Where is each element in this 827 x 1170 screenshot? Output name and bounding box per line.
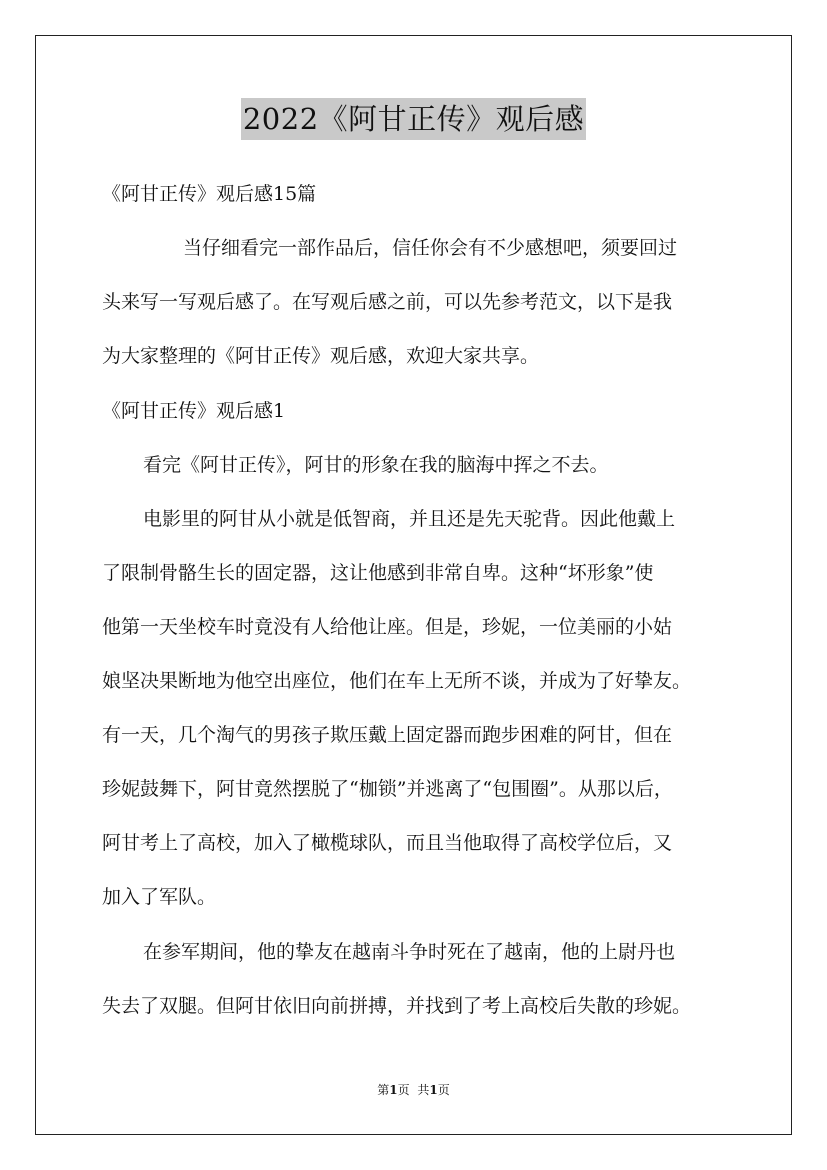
paragraph-2-line-4: 娘坚决果断地为他空出座位，他们在车上无所不谈，并成为了好挚友。	[102, 670, 692, 692]
page-prefix: 第	[377, 1083, 390, 1097]
page-footer	[0, 1081, 827, 1099]
paragraph-2-line-3: 他第一天坐校车时竟没有人给他让座。但是，珍妮，一位美丽的小姑	[102, 616, 673, 638]
total-pages: 1	[429, 1083, 438, 1097]
total-suffix: 页	[437, 1083, 450, 1097]
intro-line-1: 当仔细看完一部作品后，信任你会有不少感想吧，须要回过	[183, 237, 678, 259]
section-heading: 《阿甘正传》观后感1	[102, 400, 286, 422]
page-number: 1	[389, 1083, 398, 1097]
title-container	[0, 98, 827, 140]
intro-line-2: 头来写一写观后感了。在写观后感之前，可以先参考范文，以下是我	[102, 291, 673, 313]
paragraph-1: 看完《阿甘正传》，阿甘的形象在我的脑海中挥之不去。	[143, 454, 609, 476]
intro-line-3: 为大家整理的《阿甘正传》观后感，欢迎大家共享。	[102, 345, 540, 367]
paragraph-2-line-2: 了限制骨骼生长的固定器，这让他感到非常自卑。这种“坏形象”使	[102, 562, 654, 584]
paragraph-3-line-2: 失去了双腿。但阿甘依旧向前拼搏，并找到了考上高校后失散的珍妮。	[102, 995, 692, 1017]
paragraph-2-line-5: 有一天，几个淘气的男孩子欺压戴上固定器而跑步困难的阿甘，但在	[102, 724, 673, 746]
paragraph-2-line-7: 阿甘考上了高校，加入了橄榄球队，而且当他取得了高校学位后，又	[102, 832, 673, 854]
paragraph-2-line-8: 加入了军队。	[102, 886, 217, 908]
page-suffix: 页	[397, 1083, 410, 1097]
paragraph-2-line-6: 珍妮鼓舞下，阿甘竟然摆脱了“枷锁”并逃离了“包围圈”。从那以后，	[102, 778, 673, 800]
document-title: 2022《阿甘正传》观后感	[241, 98, 586, 140]
total-prefix: 共	[417, 1083, 430, 1097]
paragraph-3-line-1: 在参军期间，他的挚友在越南斗争时死在了越南，他的上尉丹也	[143, 941, 676, 963]
paragraph-2-line-1: 电影里的阿甘从小就是低智商，并且还是先天驼背。因此他戴上	[143, 508, 676, 530]
subtitle: 《阿甘正传》观后感15篇	[102, 183, 317, 205]
